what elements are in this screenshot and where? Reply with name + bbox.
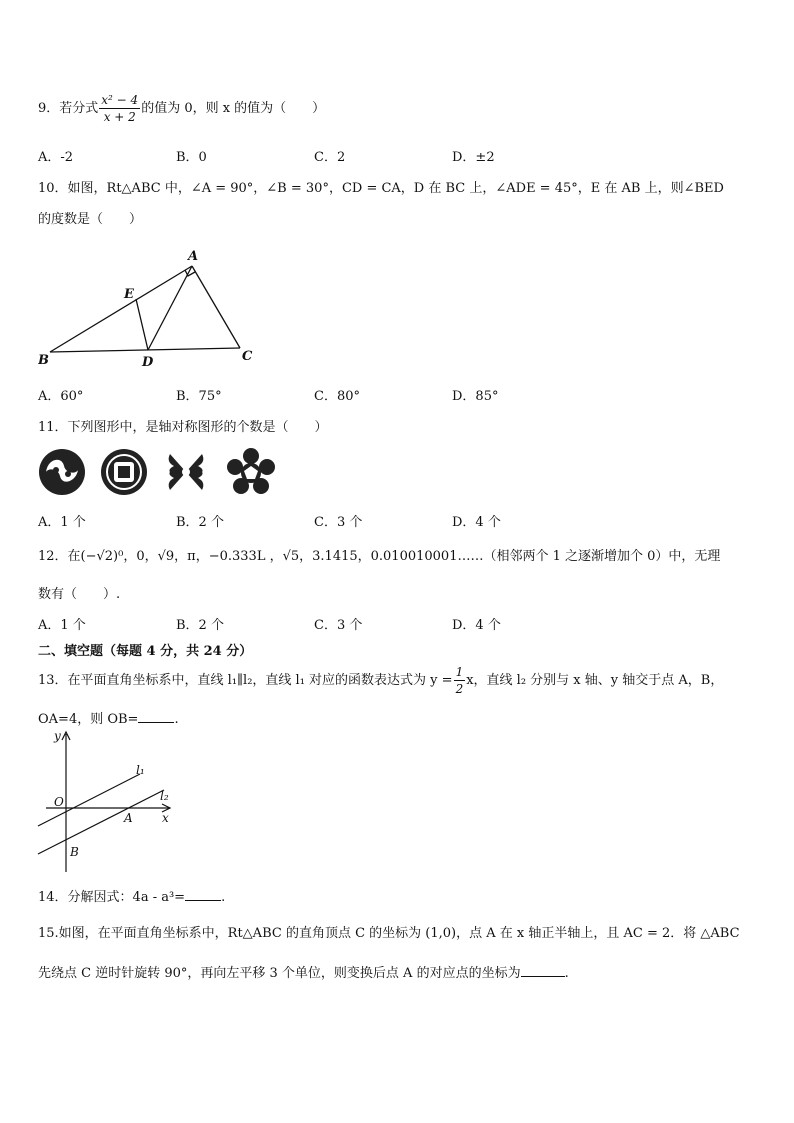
- q13-label-l1: l₁: [136, 763, 145, 777]
- q15-line2-end: .: [564, 966, 569, 981]
- q13-frac-denominator: 2: [455, 682, 464, 696]
- q13-label-y: y: [54, 729, 61, 743]
- q14-text: 14．分解因式：4a - a³=: [38, 890, 186, 905]
- q14-stem: [38, 886, 225, 905]
- q10-option-a[interactable]: A．60°: [38, 389, 84, 404]
- q13-stem-line1: [38, 664, 723, 697]
- section-heading-fill-in: 二、填空题（每题 4 分，共 24 分）: [38, 644, 253, 659]
- q10-segment-ed: [136, 299, 148, 350]
- q9-fraction: [99, 92, 140, 125]
- q9-option-c[interactable]: C．2: [314, 150, 346, 165]
- q13-label-o: O: [54, 795, 64, 809]
- q13-fraction: [454, 664, 466, 697]
- q9-options: [38, 146, 598, 164]
- q10-label-d: D: [142, 355, 154, 370]
- q10-label-b: B: [38, 353, 49, 368]
- q11-options: [38, 511, 598, 529]
- q13-label-b: B: [70, 845, 79, 859]
- q9-numerator: x² − 4: [101, 93, 139, 107]
- q14-end: .: [221, 890, 226, 905]
- q9-suffix: 的值为 0，则 x 的值为（ ）: [141, 101, 326, 116]
- q12-option-b[interactable]: B．2 个: [176, 618, 224, 633]
- q12-options: [38, 614, 598, 632]
- q9-option-b[interactable]: B．0: [176, 150, 207, 165]
- q15-stem-line1: 15.如图，在平面直角坐标系中，Rt△ABC 的直角顶点 C 的坐标为 (1,0)，点 A 在 x 轴正半轴上，且 AC = 2．将 △ABC: [38, 926, 740, 941]
- q13-frac-numerator: 1: [455, 665, 464, 679]
- q12-option-d[interactable]: D．4 个: [452, 618, 501, 633]
- q10-triangle-figure: [38, 248, 268, 370]
- q15-line2-text: 先绕点 C 逆时针旋转 90°，再向左平移 3 个单位，则变换后点 A 的对应点的坐标为: [38, 966, 521, 981]
- q13-label-l2: l₂: [160, 789, 169, 803]
- q10-option-c[interactable]: C．80°: [314, 389, 360, 404]
- q11-figure-pinwheel: [169, 454, 204, 490]
- q10-segment-ba: [50, 266, 192, 352]
- q9-denominator: x + 2: [103, 110, 136, 124]
- q9-option-a[interactable]: A．-2: [38, 150, 74, 165]
- q13-suffix: x，直线 l₂ 分别与 x 轴、y 轴交于点 A，B，: [466, 673, 724, 688]
- q11-figure-flower: [227, 448, 275, 494]
- q11-option-c[interactable]: C．3 个: [314, 515, 363, 530]
- q15-answer-blank[interactable]: [521, 964, 565, 977]
- q9-option-d[interactable]: D．±2: [452, 150, 495, 165]
- q15-stem-line2: [38, 962, 569, 981]
- q11-option-b[interactable]: B．2 个: [176, 515, 224, 530]
- q13-answer-blank[interactable]: [138, 710, 174, 723]
- q10-stem-line2: 的度数是（ ）: [38, 212, 143, 227]
- q10-label-c: C: [242, 349, 253, 364]
- q14-answer-blank[interactable]: [185, 888, 221, 901]
- q13-label-x: x: [162, 811, 169, 825]
- q12-stem-line1: 12．在(−√2)⁰，0，√9，π，−0.333L ，√5，3.1415，0.010010001……（相邻两个 1 之逐渐增加个 0）中，无理: [38, 549, 721, 564]
- q11-option-a[interactable]: A．1 个: [38, 515, 86, 530]
- q11-option-d[interactable]: D．4 个: [452, 515, 501, 530]
- q10-options: [38, 385, 598, 403]
- q13-prefix: 13．在平面直角坐标系中，直线 l₁∥l₂，直线 l₁ 对应的函数表达式为 y =: [38, 673, 453, 688]
- q13-coordinate-figure: [36, 728, 176, 874]
- q11-figure-coin: [101, 449, 147, 495]
- q9-stem: [38, 92, 325, 125]
- q10-label-e: E: [124, 287, 134, 302]
- q13-line2-text: OA=4，则 OB=: [38, 712, 139, 727]
- q10-label-a: A: [188, 249, 199, 264]
- q13-stem-line2: [38, 708, 179, 727]
- q10-segment-bc: [50, 348, 240, 352]
- q9-prefix: 9．若分式: [38, 101, 99, 116]
- q12-option-a[interactable]: A．1 个: [38, 618, 86, 633]
- q12-option-c[interactable]: C．3 个: [314, 618, 363, 633]
- q10-stem-line1: 10．如图，Rt△ABC 中，∠A = 90°，∠B = 30°，CD = CA，D 在 BC 上，∠ADE = 45°，E 在 AB 上，则∠BED: [38, 181, 724, 196]
- q11-stem: 11．下列图形中，是轴对称图形的个数是（ ）: [38, 420, 328, 435]
- q13-label-a: A: [124, 811, 133, 825]
- q10-segment-ac: [192, 266, 240, 348]
- q11-symbol-row: [38, 448, 278, 496]
- q13-line2-end: .: [174, 712, 179, 727]
- q11-figure-swirl: [39, 449, 85, 495]
- q10-option-d[interactable]: D．85°: [452, 389, 499, 404]
- q12-stem-line2: 数有（ ）.: [38, 587, 121, 602]
- q10-option-b[interactable]: B．75°: [176, 389, 222, 404]
